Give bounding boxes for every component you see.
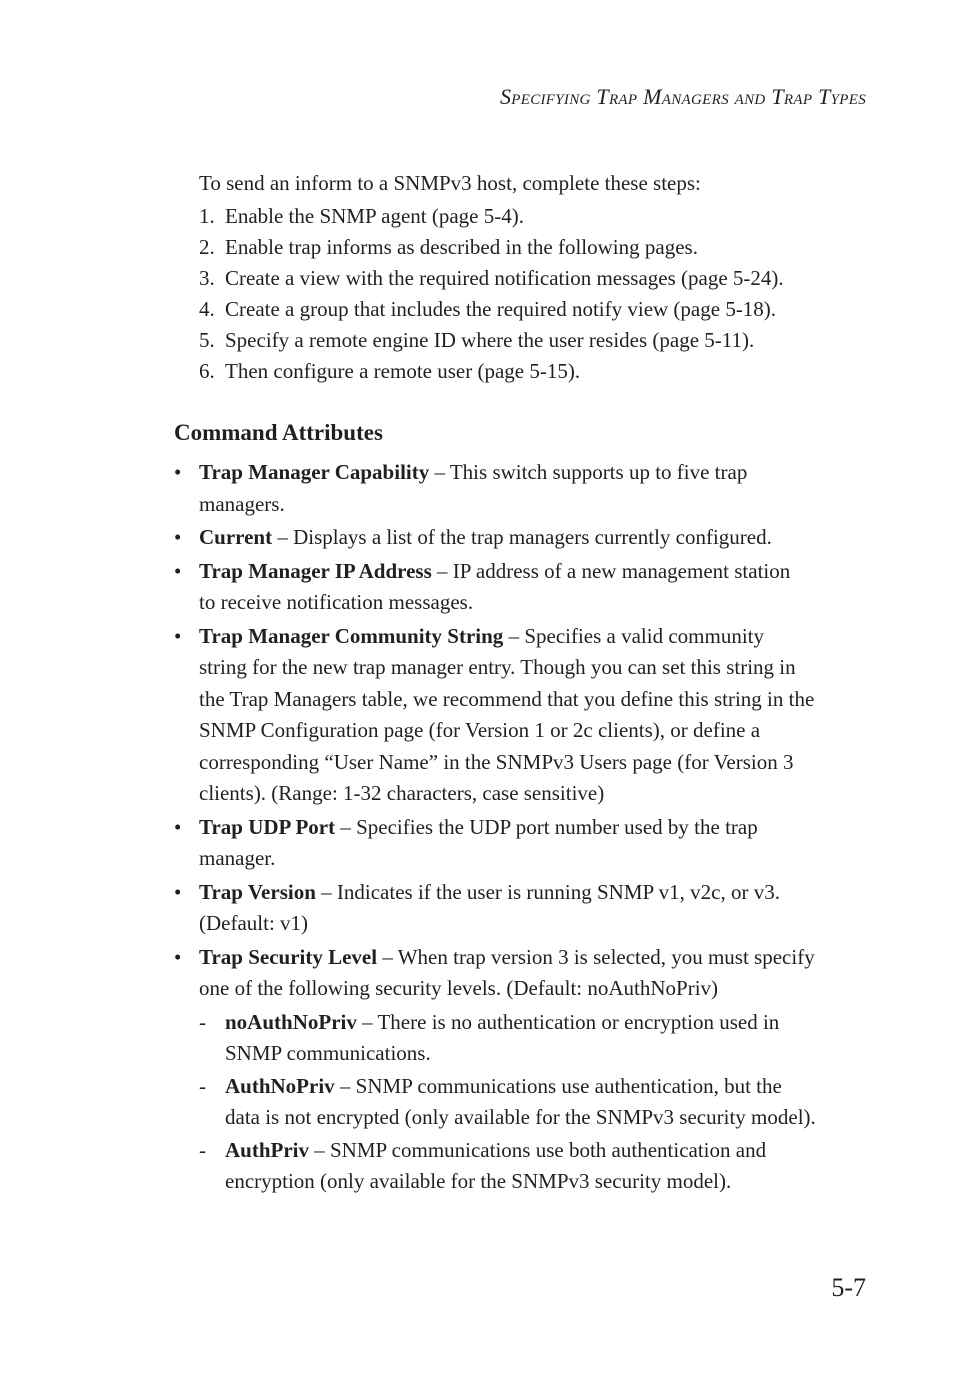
attribute-desc: to receive notification messages. — [199, 590, 474, 614]
steps-list — [199, 201, 879, 387]
attribute-item — [174, 877, 874, 940]
attribute-term: Trap Security Level — [199, 944, 378, 969]
security-level-item — [174, 1071, 874, 1134]
security-level-term: noAuthNoPriv — [225, 1009, 357, 1034]
attribute-desc: (Default: v1) — [199, 911, 309, 935]
page-number: 5-7 — [831, 1273, 866, 1302]
security-level-term: AuthPriv — [225, 1137, 309, 1162]
bullet-marker: • — [174, 814, 182, 839]
bullet-marker: • — [174, 623, 182, 648]
security-level-desc: – SNMP communications use both authentication and — [309, 1137, 767, 1162]
dash-marker: - — [199, 1009, 206, 1034]
attribute-desc: – Indicates if the user is running SNMP v1, v2c, or v3. — [315, 879, 780, 904]
attribute-desc: – Specifies the UDP port number used by the trap — [335, 814, 758, 839]
security-level-item — [174, 1007, 874, 1070]
step-text: Specify a remote engine ID where the user resides (page 5-11). — [225, 328, 755, 352]
step-number: 6. — [199, 359, 215, 383]
security-level-desc: – There is no authentication or encryption used in — [356, 1009, 780, 1034]
security-level-item — [174, 1135, 874, 1198]
attribute-term: Trap Manager IP Address — [199, 558, 432, 583]
attribute-desc: the Trap Managers table, we recommend that you define this string in the — [199, 686, 815, 711]
bullet-marker: • — [174, 525, 182, 549]
attribute-term: Trap UDP Port — [199, 814, 336, 839]
attribute-item — [174, 556, 874, 619]
step-item — [199, 201, 879, 232]
attribute-desc: one of the following security levels. (Default: noAuthNoPriv) — [199, 976, 719, 1000]
step-text: Create a group that includes the required notify view (page 5-18). — [225, 297, 777, 321]
attribute-item — [174, 812, 874, 875]
dash-marker: - — [199, 1073, 206, 1098]
step-item — [199, 263, 879, 294]
attribute-item — [174, 621, 874, 810]
step-number: 5. — [199, 328, 215, 352]
step-text: Create a view with the required notification messages (page 5-24). — [225, 266, 784, 290]
bullet-marker: • — [174, 879, 182, 904]
step-number: 3. — [199, 266, 215, 290]
attribute-item — [174, 942, 874, 1005]
attribute-desc: string for the new trap manager entry. Though you can set this string in — [199, 655, 796, 679]
attribute-desc: manager. — [199, 846, 276, 870]
security-level-term: AuthNoPriv — [225, 1073, 335, 1098]
attribute-desc: managers. — [199, 491, 285, 516]
step-number: 1. — [199, 204, 215, 228]
attribute-term: Trap Manager Capability — [199, 460, 430, 484]
attribute-item — [174, 457, 874, 520]
attribute-desc: – When trap version 3 is selected, you must specify — [377, 944, 815, 969]
step-text: Enable trap informs as described in the following pages. — [225, 235, 698, 259]
bullet-marker: • — [174, 460, 182, 484]
section-heading: Command Attributes — [174, 420, 383, 445]
security-level-desc: SNMP communications. — [225, 1041, 431, 1065]
attribute-desc: SNMP Configuration page (for Version 1 or 2c clients), or define a — [199, 718, 761, 742]
step-text: Then configure a remote user (page 5-15). — [225, 359, 581, 383]
intro-text: To send an inform to a SNMPv3 host, complete these steps: — [199, 171, 701, 195]
step-number: 2. — [199, 235, 215, 259]
dash-marker: - — [199, 1137, 206, 1162]
step-item — [199, 294, 879, 325]
attribute-desc: – Specifies a valid community — [503, 623, 765, 648]
attribute-term: Trap Manager Community String — [199, 623, 504, 648]
attribute-term: Trap Version — [199, 879, 316, 904]
running-header: Specifying Trap Managers and Trap Types — [499, 84, 866, 109]
step-item — [199, 232, 879, 263]
step-text: Enable the SNMP agent (page 5-4). — [225, 204, 524, 228]
attributes-list — [174, 457, 874, 1199]
attribute-term: Current — [199, 525, 273, 549]
step-number: 4. — [199, 297, 215, 321]
attribute-desc: clients). (Range: 1-32 characters, case sensitive) — [199, 781, 605, 805]
security-level-desc: data is not encrypted (only available for the SNMPv3 security model). — [225, 1105, 816, 1129]
attribute-desc: – Displays a list of the trap managers currently configured. — [272, 525, 772, 549]
attribute-item — [174, 522, 874, 554]
attribute-desc: corresponding “User Name” in the SNMPv3 Users page (for Version 3 — [199, 749, 794, 774]
step-item — [199, 356, 879, 387]
bullet-marker: • — [174, 944, 182, 969]
attribute-desc: – This switch supports up to five trap — [429, 460, 748, 484]
step-item — [199, 325, 879, 356]
security-level-desc: encryption (only available for the SNMPv3 security model). — [225, 1169, 732, 1193]
bullet-marker: • — [174, 558, 182, 583]
attribute-desc: – IP address of a new management station — [431, 558, 791, 583]
security-level-desc: – SNMP communications use authentication, but the — [334, 1073, 782, 1098]
